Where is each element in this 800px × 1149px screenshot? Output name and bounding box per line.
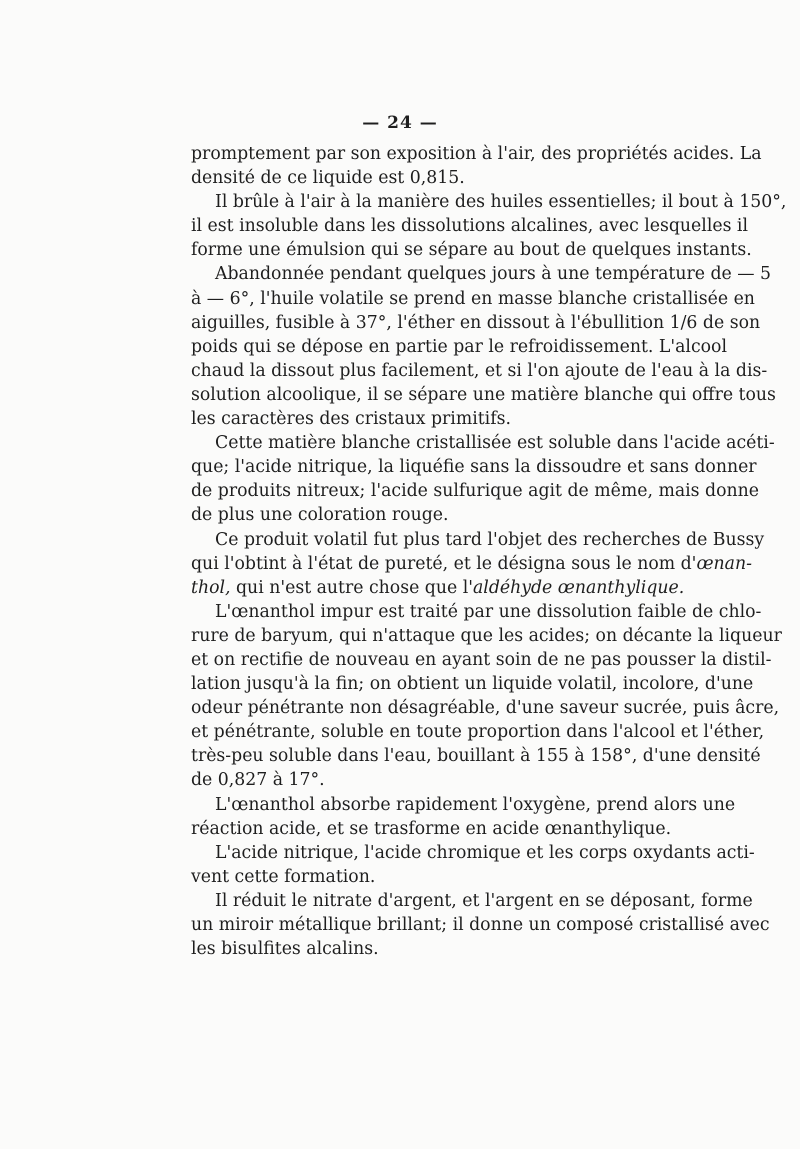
italic-term: thol, (191, 577, 231, 598)
text-line: de produits nitreux; l'acide sulfurique agit de même, mais donne (191, 481, 759, 502)
text-line: Cette matière blanche cristallisée est soluble dans l'acide acéti- (215, 433, 775, 454)
page-number: — 24 — (362, 113, 438, 133)
text-segment: qui l'obtint à l'état de pureté, et le désigna sous le nom d' (191, 553, 697, 574)
text-line: poids qui se dépose en partie par le refroidissement. L'alcool (191, 336, 727, 357)
text-line: les bisulfites alcalins. (191, 939, 379, 960)
paragraph (191, 431, 775, 527)
text-line: L'œnanthol absorbe rapidement l'oxygène, prend alors une (215, 794, 736, 815)
text-line: aiguilles, fusible à 37°, l'éther en dissout à l'ébullition 1/6 de son (191, 312, 761, 333)
body-text (191, 142, 787, 961)
italic-term: œnan- (696, 553, 752, 574)
text-line: Il réduit le nitrate d'argent, et l'argent en se déposant, forme (215, 890, 753, 911)
paragraph (191, 841, 755, 889)
text-line (191, 552, 752, 576)
text-line: et pénétrante, soluble en toute proportion dans l'alcool et l'éther, (191, 722, 765, 743)
text-line: très-peu soluble dans l'eau, bouillant à 155 à 158°, d'une densité (191, 746, 761, 767)
text-line: réaction acide, et se trasforme en acide œnanthylique. (191, 818, 672, 839)
text-line: il est insoluble dans les dissolutions alcalines, avec lesquelles il (191, 216, 748, 237)
paragraph (191, 142, 762, 190)
text-line: à — 6°, l'huile volatile se prend en masse blanche cristallisée en (191, 288, 755, 309)
text-line: rure de baryum, qui n'attaque que les acides; on décante la liqueur (191, 625, 782, 646)
text-segment: qui n'est autre chose que l' (236, 577, 473, 598)
paragraph (191, 793, 736, 841)
text-line: de plus une coloration rouge. (191, 505, 449, 526)
text-line: odeur pénétrante non désagréable, d'une saveur sucrée, puis âcre, (191, 698, 780, 719)
text-line: Il brûle à l'air à la manière des huiles essentielles; il bout à 150°, (215, 192, 787, 213)
text-line: densité de ce liquide est 0,815. (191, 168, 465, 189)
paragraph (191, 600, 782, 793)
text-line: L'acide nitrique, l'acide chromique et les corps oxydants acti- (215, 842, 755, 863)
paragraph (191, 190, 787, 262)
paragraph (191, 262, 776, 431)
text-line: que; l'acide nitrique, la liquéfie sans la dissoudre et sans donner (191, 457, 757, 478)
text-line: promptement par son exposition à l'air, des propriétés acides. La (191, 144, 762, 164)
text-line: lation jusqu'à la fin; on obtient un liquide volatil, incolore, d'une (191, 674, 754, 695)
text-line: vent cette formation. (191, 866, 376, 887)
text-line: de 0,827 à 17°. (191, 770, 325, 791)
text-line: solution alcoolique, il se sépare une matière blanche qui offre tous (191, 384, 776, 405)
text-line: chaud la dissout plus facilement, et si l'on ajoute de l'eau à la dis- (191, 360, 768, 381)
text-line: un miroir métallique brillant; il donne un composé cristallisé avec (191, 915, 770, 935)
text-line: Ce produit volatil fut plus tard l'objet des recherches de Bussy (215, 529, 765, 550)
italic-term: aldéhyde œnanthylique. (472, 577, 685, 598)
text-line: et on rectifie de nouveau en ayant soin de ne pas pousser la distil- (191, 649, 772, 670)
paragraph (191, 528, 765, 600)
text-line (191, 576, 701, 600)
text-line: les caractères des cristaux primitifs. (191, 409, 511, 430)
text-line: L'œnanthol impur est traité par une dissolution faible de chlo- (215, 601, 762, 622)
text-line: forme une émulsion qui se sépare au bout de quelques instants. (191, 240, 752, 261)
text-line: Abandonnée pendant quelques jours à une température de — 5 (215, 264, 772, 285)
paragraph (191, 889, 770, 961)
